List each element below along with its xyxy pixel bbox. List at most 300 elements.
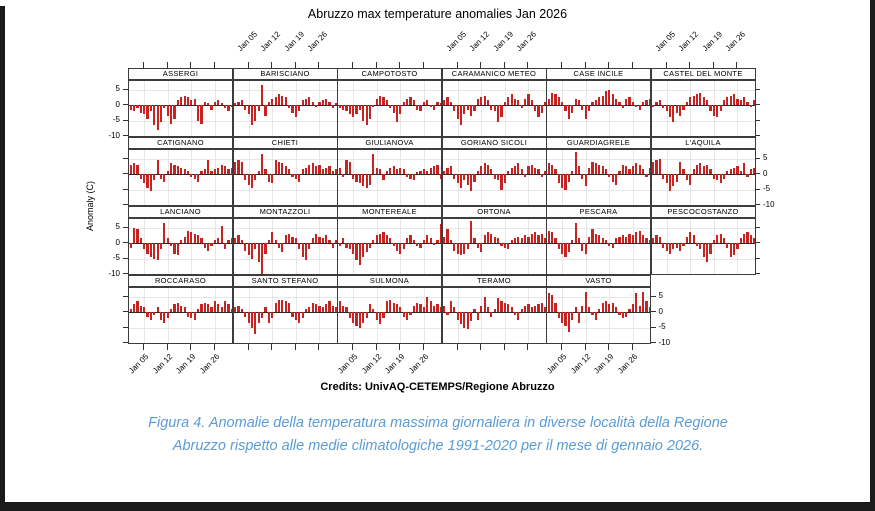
bar bbox=[507, 171, 509, 174]
y-axis-tick bbox=[123, 158, 128, 159]
y-axis-tick bbox=[123, 173, 128, 174]
bar bbox=[328, 301, 330, 312]
bar bbox=[484, 297, 486, 313]
bar bbox=[494, 237, 496, 243]
bar bbox=[666, 105, 668, 111]
panel-strip bbox=[546, 137, 651, 149]
bar bbox=[605, 301, 607, 312]
bar bbox=[379, 234, 381, 243]
y-tick-label: -10 bbox=[108, 130, 120, 140]
panel bbox=[128, 80, 233, 137]
bar bbox=[130, 309, 132, 312]
bar bbox=[679, 105, 681, 116]
bar bbox=[285, 97, 287, 105]
bar bbox=[366, 243, 368, 252]
bar bbox=[453, 307, 455, 312]
gridline bbox=[338, 343, 441, 344]
bar bbox=[645, 100, 647, 105]
bar bbox=[204, 243, 206, 248]
bar bbox=[271, 99, 273, 105]
bar bbox=[494, 105, 496, 111]
x-axis-tick bbox=[143, 62, 144, 68]
bar bbox=[237, 102, 239, 105]
bar bbox=[642, 169, 644, 174]
bar bbox=[581, 105, 583, 110]
gridline bbox=[481, 288, 482, 343]
bar bbox=[396, 243, 398, 251]
bar bbox=[669, 105, 671, 117]
panel bbox=[442, 80, 547, 137]
bar bbox=[362, 243, 364, 257]
gridline bbox=[737, 150, 738, 205]
gridline bbox=[505, 288, 506, 343]
bar bbox=[730, 169, 732, 174]
y-axis-tick bbox=[123, 311, 128, 312]
bar bbox=[537, 304, 539, 312]
bar bbox=[588, 237, 590, 243]
bar bbox=[531, 100, 533, 105]
bar bbox=[184, 307, 186, 312]
bar bbox=[261, 243, 263, 274]
x-tick-label: Jan 12 bbox=[568, 352, 593, 376]
bar bbox=[190, 232, 192, 243]
panel bbox=[128, 218, 233, 275]
y-axis-tick bbox=[123, 227, 128, 228]
bar bbox=[288, 169, 290, 174]
bar bbox=[433, 306, 435, 312]
bar bbox=[706, 165, 708, 174]
bar bbox=[281, 96, 283, 105]
bar bbox=[177, 243, 179, 255]
bar bbox=[318, 165, 320, 174]
x-axis-tick bbox=[248, 62, 249, 68]
bar bbox=[588, 168, 590, 174]
bar bbox=[295, 238, 297, 243]
zero-line bbox=[129, 312, 232, 313]
bar bbox=[709, 169, 711, 174]
bar bbox=[419, 243, 421, 248]
bar bbox=[130, 105, 132, 110]
bar bbox=[413, 100, 415, 105]
panel-strip bbox=[442, 275, 547, 287]
bar bbox=[433, 105, 435, 110]
bar bbox=[146, 243, 148, 254]
x-axis-tick bbox=[376, 344, 377, 350]
bar bbox=[521, 105, 523, 108]
bar bbox=[575, 223, 577, 243]
y-axis-tick bbox=[123, 204, 128, 205]
bar bbox=[484, 235, 486, 243]
x-tick-label: Jan 12 bbox=[150, 352, 175, 376]
bar bbox=[618, 312, 620, 315]
x-axis-tick bbox=[689, 62, 690, 68]
bar bbox=[352, 243, 354, 254]
bar bbox=[291, 312, 293, 317]
bar bbox=[325, 168, 327, 174]
bar bbox=[655, 235, 657, 243]
bar bbox=[652, 162, 654, 174]
y-axis-tick bbox=[123, 273, 128, 274]
bar bbox=[268, 102, 270, 105]
x-axis-tick bbox=[190, 344, 191, 350]
bar bbox=[419, 171, 421, 174]
bar bbox=[241, 240, 243, 243]
bar bbox=[194, 174, 196, 179]
y-axis-tick bbox=[755, 120, 760, 121]
bar bbox=[602, 238, 604, 243]
bar bbox=[254, 105, 256, 121]
bar bbox=[369, 105, 371, 119]
x-axis-tick bbox=[527, 62, 528, 68]
bar bbox=[655, 160, 657, 174]
panel-strip-label: CASTEL DEL MONTE bbox=[663, 69, 743, 78]
bar bbox=[264, 243, 266, 254]
bar bbox=[703, 97, 705, 105]
gridline bbox=[215, 150, 216, 205]
x-tick-label: Jan 12 bbox=[676, 29, 701, 54]
bar bbox=[362, 174, 364, 186]
bar bbox=[635, 293, 637, 312]
bar bbox=[426, 297, 428, 313]
bar bbox=[446, 168, 448, 174]
bar bbox=[618, 171, 620, 174]
bar bbox=[315, 234, 317, 243]
bar bbox=[409, 312, 411, 315]
bar bbox=[237, 306, 239, 312]
panel-strip bbox=[128, 68, 233, 80]
panel bbox=[233, 287, 338, 344]
gridline bbox=[319, 288, 320, 343]
bar bbox=[312, 238, 314, 243]
bar bbox=[332, 171, 334, 174]
x-axis-tick bbox=[527, 344, 528, 350]
bar bbox=[578, 166, 580, 174]
bar bbox=[585, 105, 587, 119]
gridline bbox=[633, 81, 634, 136]
panel bbox=[546, 149, 651, 206]
bar bbox=[413, 174, 415, 180]
y-axis-tick bbox=[755, 258, 760, 259]
bar bbox=[376, 312, 378, 320]
bar bbox=[339, 243, 341, 246]
bar bbox=[160, 243, 162, 249]
bar bbox=[537, 235, 539, 243]
bar bbox=[436, 304, 438, 312]
panel-strip-label: GIULIANOVA bbox=[365, 138, 414, 147]
bar bbox=[666, 243, 668, 251]
x-axis-tick bbox=[399, 344, 400, 350]
bar bbox=[146, 105, 148, 119]
bar bbox=[325, 304, 327, 312]
bar bbox=[291, 105, 293, 113]
caption-line-2: Abruzzo rispetto alle medie climatologiche 1991-2020 per il mese di gennaio 2026. bbox=[172, 438, 704, 454]
bar bbox=[622, 312, 624, 318]
x-tick-label: Jan 19 bbox=[174, 352, 198, 376]
bar bbox=[561, 102, 563, 105]
x-axis-tick bbox=[504, 344, 505, 350]
bar bbox=[625, 312, 627, 317]
y-axis-title: Anomaly (C) bbox=[85, 181, 95, 232]
bar bbox=[473, 309, 475, 312]
gridline bbox=[191, 150, 192, 205]
panel-strip-label: MONTEREALE bbox=[362, 207, 417, 216]
bar bbox=[315, 105, 317, 107]
bar bbox=[217, 238, 219, 243]
gridline bbox=[319, 219, 320, 274]
panel-strip-label: CASE INCILE bbox=[573, 69, 624, 78]
panel-strip-label: PESCARA bbox=[579, 207, 618, 216]
bar bbox=[372, 154, 374, 174]
bar bbox=[625, 237, 627, 243]
bar bbox=[322, 238, 324, 243]
bar bbox=[548, 293, 550, 312]
bar bbox=[524, 99, 526, 105]
page-frame-bottom bbox=[0, 502, 875, 511]
x-tick-label: Jan 26 bbox=[515, 29, 539, 54]
panel bbox=[546, 287, 651, 344]
bar bbox=[689, 97, 691, 105]
bar bbox=[500, 243, 502, 246]
bar bbox=[514, 238, 516, 243]
bar bbox=[423, 102, 425, 105]
panel bbox=[442, 149, 547, 206]
bar bbox=[612, 303, 614, 312]
bar bbox=[605, 240, 607, 243]
bar bbox=[608, 304, 610, 312]
bar bbox=[467, 174, 469, 185]
bar bbox=[615, 99, 617, 105]
bar bbox=[541, 174, 543, 177]
bar bbox=[497, 174, 499, 180]
bar bbox=[288, 105, 290, 108]
y-tick-label: -10 bbox=[658, 337, 671, 347]
bar bbox=[473, 174, 475, 182]
bar bbox=[527, 237, 529, 243]
bar bbox=[659, 159, 661, 175]
bar bbox=[210, 307, 212, 312]
bar bbox=[662, 105, 664, 108]
gridline bbox=[481, 81, 482, 136]
panel-strip bbox=[337, 206, 442, 218]
bar bbox=[221, 307, 223, 312]
bar bbox=[271, 174, 273, 183]
bar bbox=[507, 97, 509, 105]
bar bbox=[554, 303, 556, 312]
page-frame-right bbox=[870, 0, 875, 511]
panel-strip bbox=[233, 206, 338, 218]
panel-strip bbox=[546, 206, 651, 218]
bar bbox=[133, 228, 135, 244]
bar bbox=[153, 105, 155, 125]
bar bbox=[399, 105, 401, 114]
bar bbox=[210, 171, 212, 174]
bar bbox=[568, 174, 570, 182]
bar bbox=[477, 171, 479, 174]
y-tick-label: 5 bbox=[115, 84, 120, 93]
bar bbox=[588, 307, 590, 312]
x-axis-tick bbox=[585, 344, 586, 350]
bar bbox=[342, 105, 344, 110]
bar bbox=[564, 243, 566, 257]
bar bbox=[446, 97, 448, 105]
y-axis-tick bbox=[651, 327, 656, 328]
x-tick-label: Jan 05 bbox=[336, 352, 360, 376]
bar bbox=[575, 152, 577, 174]
bar bbox=[184, 237, 186, 243]
bar bbox=[709, 243, 711, 254]
bar bbox=[726, 171, 728, 174]
bar bbox=[699, 163, 701, 174]
bar bbox=[419, 105, 421, 111]
bar bbox=[524, 306, 526, 312]
gridline bbox=[528, 288, 529, 343]
bar bbox=[261, 154, 263, 174]
bar bbox=[446, 312, 448, 315]
bar bbox=[305, 243, 307, 260]
bar bbox=[450, 102, 452, 105]
panel-strip bbox=[651, 68, 756, 80]
gridline bbox=[424, 219, 425, 274]
bar bbox=[136, 301, 138, 312]
bar bbox=[345, 307, 347, 312]
bar bbox=[268, 312, 270, 323]
bar bbox=[531, 307, 533, 312]
y-axis-tick bbox=[755, 227, 760, 228]
bar bbox=[325, 99, 327, 105]
bar bbox=[534, 168, 536, 174]
bar bbox=[548, 163, 550, 174]
panel bbox=[233, 149, 338, 206]
x-axis-tick bbox=[480, 344, 481, 350]
bar bbox=[275, 160, 277, 174]
bar bbox=[248, 174, 250, 185]
y-axis-tick bbox=[123, 189, 128, 190]
bar bbox=[197, 309, 199, 312]
bar bbox=[345, 160, 347, 174]
bar bbox=[302, 243, 304, 257]
bar bbox=[500, 301, 502, 312]
bar bbox=[305, 99, 307, 105]
bar bbox=[376, 99, 378, 105]
gridline bbox=[443, 343, 546, 344]
x-axis-tick bbox=[399, 62, 400, 68]
bar bbox=[281, 243, 283, 252]
bar bbox=[645, 238, 647, 243]
y-axis-tick bbox=[755, 273, 760, 274]
bar bbox=[275, 303, 277, 312]
bar bbox=[689, 174, 691, 185]
y-axis-tick bbox=[755, 89, 760, 90]
bar bbox=[251, 243, 253, 259]
bar bbox=[221, 103, 223, 105]
bar bbox=[136, 105, 138, 108]
bar bbox=[170, 309, 172, 312]
bar bbox=[173, 165, 175, 174]
bar bbox=[615, 238, 617, 243]
bar bbox=[693, 169, 695, 174]
bar bbox=[150, 243, 152, 257]
bar bbox=[585, 243, 587, 254]
bar bbox=[676, 105, 678, 113]
bar bbox=[268, 174, 270, 182]
bar bbox=[214, 240, 216, 243]
bar bbox=[575, 307, 577, 312]
x-axis-tick bbox=[248, 344, 249, 350]
bar bbox=[143, 174, 145, 183]
panel-strip-label: CAMPOTOSTO bbox=[361, 69, 418, 78]
bar bbox=[261, 312, 263, 318]
x-axis-tick bbox=[352, 62, 353, 68]
bar bbox=[140, 105, 142, 113]
bar bbox=[487, 307, 489, 312]
bar bbox=[554, 238, 556, 243]
bar bbox=[527, 94, 529, 105]
bar bbox=[713, 240, 715, 243]
bar bbox=[490, 312, 492, 317]
panel bbox=[337, 80, 442, 137]
bar bbox=[453, 243, 455, 251]
bar bbox=[672, 174, 674, 186]
bar bbox=[746, 232, 748, 243]
panel bbox=[651, 218, 756, 275]
bar bbox=[568, 105, 570, 119]
bar bbox=[163, 312, 165, 323]
bar bbox=[730, 243, 732, 257]
bar bbox=[625, 99, 627, 105]
bar bbox=[150, 312, 152, 320]
bar bbox=[217, 168, 219, 174]
bar bbox=[598, 309, 600, 312]
bar bbox=[490, 234, 492, 243]
y-axis-tick bbox=[755, 135, 760, 136]
bar bbox=[433, 166, 435, 174]
bar bbox=[332, 243, 334, 248]
bar bbox=[184, 96, 186, 105]
bar bbox=[332, 105, 334, 108]
bar bbox=[699, 93, 701, 105]
panel-strip bbox=[337, 137, 442, 149]
bar bbox=[406, 312, 408, 320]
bar bbox=[460, 312, 462, 324]
panel-strip-label: GORIANO SICOLI bbox=[460, 138, 528, 147]
panel-strip bbox=[128, 137, 233, 149]
bar bbox=[285, 235, 287, 243]
gridline bbox=[319, 150, 320, 205]
bar bbox=[382, 312, 384, 318]
bar bbox=[625, 166, 627, 174]
bar bbox=[332, 306, 334, 312]
bar bbox=[575, 99, 577, 105]
gridline bbox=[377, 150, 378, 205]
bar bbox=[588, 105, 590, 111]
bar bbox=[750, 105, 752, 107]
bar bbox=[430, 238, 432, 243]
panel bbox=[233, 80, 338, 137]
gridline bbox=[234, 343, 337, 344]
gridline bbox=[296, 219, 297, 274]
y-tick-label: 0 bbox=[658, 306, 663, 316]
bar bbox=[133, 163, 135, 174]
bar bbox=[130, 165, 132, 174]
bar bbox=[143, 243, 145, 249]
bar bbox=[578, 100, 580, 105]
bar bbox=[167, 171, 169, 174]
bar bbox=[740, 171, 742, 174]
bar bbox=[204, 303, 206, 312]
bar bbox=[568, 312, 570, 332]
bar bbox=[312, 163, 314, 174]
y-tick-label: 0 bbox=[763, 168, 768, 178]
